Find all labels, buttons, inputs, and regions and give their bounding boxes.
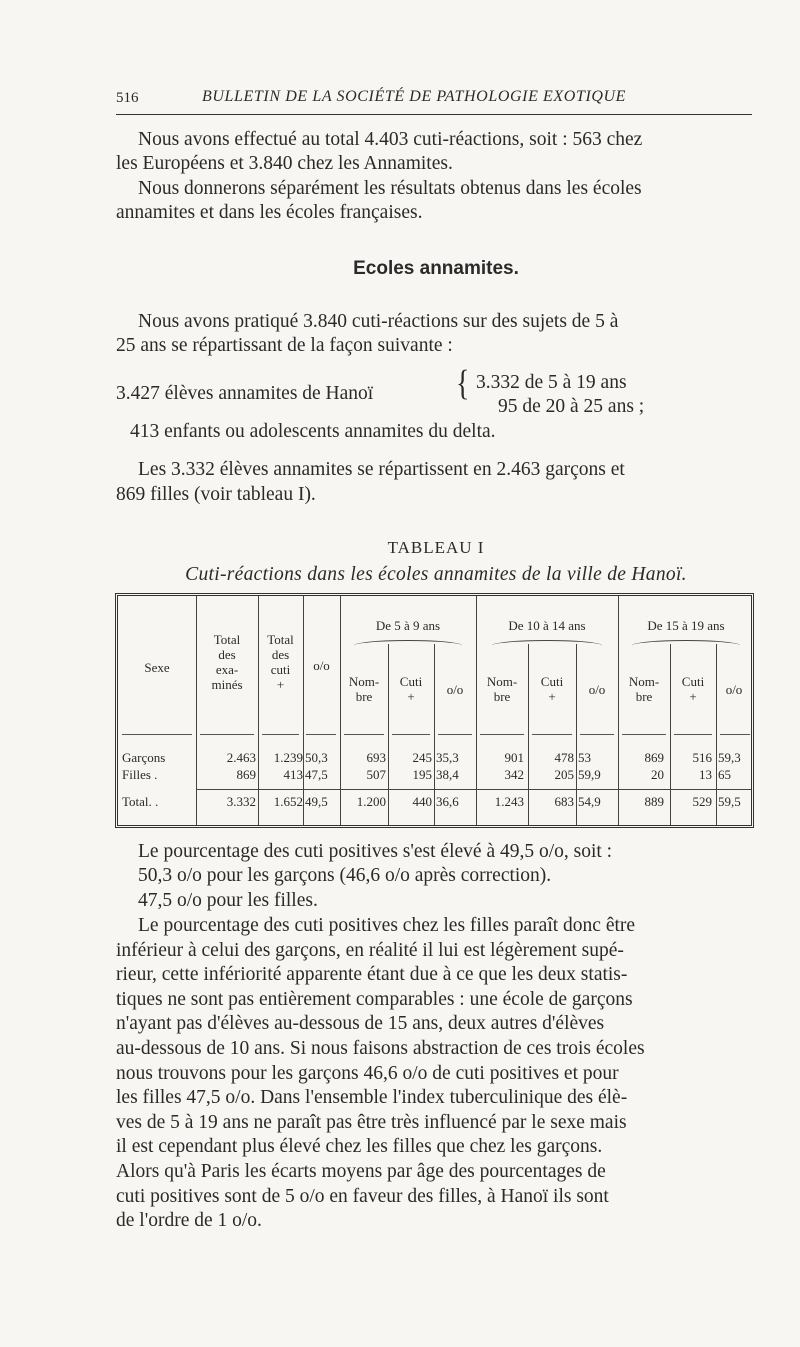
table-cell: 413 — [283, 767, 303, 782]
header-group-2: De 10 à 14 ans — [508, 618, 586, 633]
intro-line-4: annamites et dans les écoles françaises. — [116, 202, 423, 223]
header-text: Nom- — [486, 674, 518, 689]
header-total-cuti — [258, 632, 303, 692]
table-rule — [122, 734, 192, 735]
table-rule — [262, 734, 299, 735]
header-cuti — [670, 674, 716, 704]
table-cell: 195 — [412, 767, 432, 782]
table-cell: 35,3 — [436, 750, 459, 765]
brace-symbol: { — [456, 363, 470, 404]
journal-title: BULLETIN DE LA SOCIÉTÉ DE PATHOLOGIE EXOTIQUE — [202, 88, 627, 105]
table-total-rule — [196, 789, 751, 790]
table-cell: 507 — [366, 767, 386, 782]
table-cell: 53 — [578, 750, 591, 765]
header-text: Total — [267, 632, 294, 647]
table-cell: 1.652 — [273, 794, 303, 809]
group-brace — [354, 640, 462, 651]
page-number: 516 — [116, 90, 139, 106]
table-cell: 49,5 — [305, 794, 328, 809]
discussion-line: rieur, cette infériorité apparente étant due à ce que les deux statis- — [116, 964, 628, 986]
header-pct: o/o — [446, 682, 464, 697]
table-rule — [580, 734, 614, 735]
table-rule — [720, 734, 750, 735]
table-rule — [196, 596, 197, 825]
header-group-3: De 15 à 19 ans — [647, 618, 725, 633]
table-cell: 50,3 — [305, 750, 328, 765]
table-rule — [303, 596, 304, 825]
table-cell: 869 — [644, 750, 664, 765]
header-text: Cuti — [540, 674, 564, 689]
table-rule — [532, 734, 572, 735]
table-rule — [622, 734, 666, 735]
header-sexe: Sexe — [144, 660, 170, 675]
discussion-line: tiques ne sont pas entièrement comparables : une école de garçons — [116, 988, 633, 1010]
discussion-line: les filles 47,5 o/o. Dans l'ensemble l'index tuberculinique des élè- — [116, 1087, 628, 1109]
intro-line-2: les Européens et 3.840 chez les Annamites. — [116, 153, 453, 174]
header-text: des — [218, 647, 236, 662]
group-brace — [632, 640, 740, 651]
practice-line-1: Nous avons pratiqué 3.840 cuti-réactions sur des sujets de 5 à — [138, 311, 619, 332]
table-cell: 693 — [366, 750, 386, 765]
header-text: + — [407, 689, 415, 704]
section-title: Ecoles annamites. — [353, 258, 519, 279]
table-cell: 38,4 — [436, 767, 459, 782]
discussion-line: cuti positives sont de 5 o/o en faveur des filles, à Hanoï ils sont — [116, 1185, 609, 1207]
discussion-line: de l'ordre de 1 o/o. — [116, 1210, 262, 1232]
header-total-examines — [196, 632, 258, 692]
discussion-line: nous trouvons pour les garçons 46,6 o/o de cuti positives et pour — [116, 1062, 619, 1084]
discussion-line: au-dessous de 10 ans. Si nous faisons abstraction de ces trois écoles — [116, 1038, 645, 1059]
practice-line-2: 25 ans se répartissant de la façon suivante : — [116, 335, 453, 356]
header-text: + — [689, 689, 697, 704]
header-text: bre — [635, 689, 653, 704]
row-label: Filles . — [122, 767, 158, 782]
discussion-line: Le pourcentage des cuti positives chez les filles paraît donc être — [138, 915, 636, 936]
table-rule — [388, 644, 389, 825]
eleves-line-1: Les 3.332 élèves annamites se répartissent en 2.463 garçons et — [138, 459, 625, 480]
table-cell: 1.243 — [494, 794, 524, 809]
header-text: exa- — [215, 662, 239, 677]
header-pct: o/o — [588, 682, 606, 697]
table-cell: 47,5 — [305, 767, 328, 782]
table-rule — [670, 644, 671, 825]
header-text: cuti — [270, 662, 291, 677]
table-cell: 889 — [644, 794, 664, 809]
discussion-line: inférieur à celui des garçons, en réalité il lui est légèrement supé- — [116, 939, 624, 961]
header-text: bre — [355, 689, 373, 704]
table-rule — [674, 734, 712, 735]
header-text: + — [276, 677, 285, 692]
discussion-line: il est cependant plus élevé chez les filles que chez les garçons. — [116, 1136, 603, 1158]
header-text: bre — [493, 689, 511, 704]
group-brace — [492, 640, 602, 651]
repartition-left: 3.427 élèves annamites de Hanoï — [116, 383, 374, 404]
table-cell: 683 — [554, 794, 574, 809]
header-text: Total — [213, 632, 241, 647]
header-text: Cuti — [681, 674, 705, 689]
header-nombre — [340, 674, 388, 704]
table-cell: 1.200 — [356, 794, 386, 809]
discussion-line: n'ayant pas d'élèves au-dessous de 15 ans, deux autres d'élèves — [116, 1013, 605, 1035]
table-cell: 20 — [651, 767, 664, 782]
table-cell: 440 — [412, 794, 432, 809]
table-rule — [576, 644, 577, 825]
header-text: minés — [211, 677, 243, 692]
pourcentage-line-1: Le pourcentage des cuti positives s'est élevé à 49,5 o/o, soit : — [138, 841, 613, 862]
table-rule — [528, 644, 529, 825]
data-table — [115, 593, 754, 828]
header-cuti — [528, 674, 576, 704]
table-cell: 516 — [692, 750, 712, 765]
table-cell: 13 — [699, 767, 712, 782]
eleves-line-2: 869 filles (voir tableau I). — [116, 484, 316, 505]
table-cell: 869 — [236, 767, 256, 782]
table-cell: 245 — [412, 750, 432, 765]
table-cell: 205 — [554, 767, 574, 782]
table-cell: 2.463 — [226, 750, 256, 765]
table-rule — [438, 734, 472, 735]
header-nombre — [618, 674, 670, 704]
header-text: Nom- — [628, 674, 660, 689]
table-rule — [200, 734, 254, 735]
discussion-line: Alors qu'à Paris les écarts moyens par âge des pourcentages de — [116, 1161, 606, 1182]
header-text: + — [548, 689, 556, 704]
table-rule — [344, 734, 384, 735]
table-cell: 3.332 — [226, 794, 256, 809]
table-cell: 478 — [554, 750, 574, 765]
table-rule — [716, 644, 717, 825]
table-rule — [434, 644, 435, 825]
delta-line: 413 enfants ou adolescents annamites du delta. — [130, 421, 496, 442]
header-text: Nom- — [348, 674, 380, 689]
table-cell: 59,3 — [718, 750, 741, 765]
table-rule — [258, 596, 259, 825]
header-pct: o/o — [313, 658, 330, 673]
header-cuti — [388, 674, 434, 704]
header-nombre — [476, 674, 528, 704]
row-label: Garçons — [122, 750, 166, 765]
header-pct: o/o — [725, 682, 743, 697]
header-group-1: De 5 à 9 ans — [375, 618, 441, 633]
table-label: TABLEAU I — [387, 538, 485, 557]
running-header — [116, 88, 752, 115]
table-cell: 54,9 — [578, 794, 601, 809]
row-label: Total. . — [122, 794, 159, 809]
table-cell: 1.239 — [273, 750, 303, 765]
table-cell: 529 — [692, 794, 712, 809]
table-cell: 59,5 — [718, 794, 741, 809]
table-caption: Cuti-réactions dans les écoles annamites de la ville de Hanoï. — [185, 564, 687, 585]
repartition-right-2: 95 de 20 à 25 ans ; — [498, 396, 645, 417]
repartition-right-1: 3.332 de 5 à 19 ans — [476, 372, 627, 393]
intro-line-3: Nous donnerons séparément les résultats obtenus dans les écoles — [138, 178, 642, 199]
table-cell: 342 — [504, 767, 524, 782]
table-rule — [480, 734, 524, 735]
table-cell: 65 — [718, 767, 731, 782]
table-rule — [392, 734, 430, 735]
header-text: Cuti — [399, 674, 423, 689]
pourcentage-line-3: 47,5 o/o pour les filles. — [138, 890, 318, 911]
table-cell: 36,6 — [436, 794, 459, 809]
intro-line-1: Nous avons effectué au total 4.403 cuti-réactions, soit : 563 chez — [138, 129, 643, 150]
header-text: des — [271, 647, 290, 662]
discussion-line: ves de 5 à 19 ans ne paraît pas être très influencé par le sexe mais — [116, 1111, 627, 1133]
pourcentage-line-2: 50,3 o/o pour les garçons (46,6 o/o après correction). — [138, 865, 552, 886]
table-rule — [306, 734, 336, 735]
table-cell: 901 — [504, 750, 524, 765]
table-cell: 59,9 — [578, 767, 601, 782]
